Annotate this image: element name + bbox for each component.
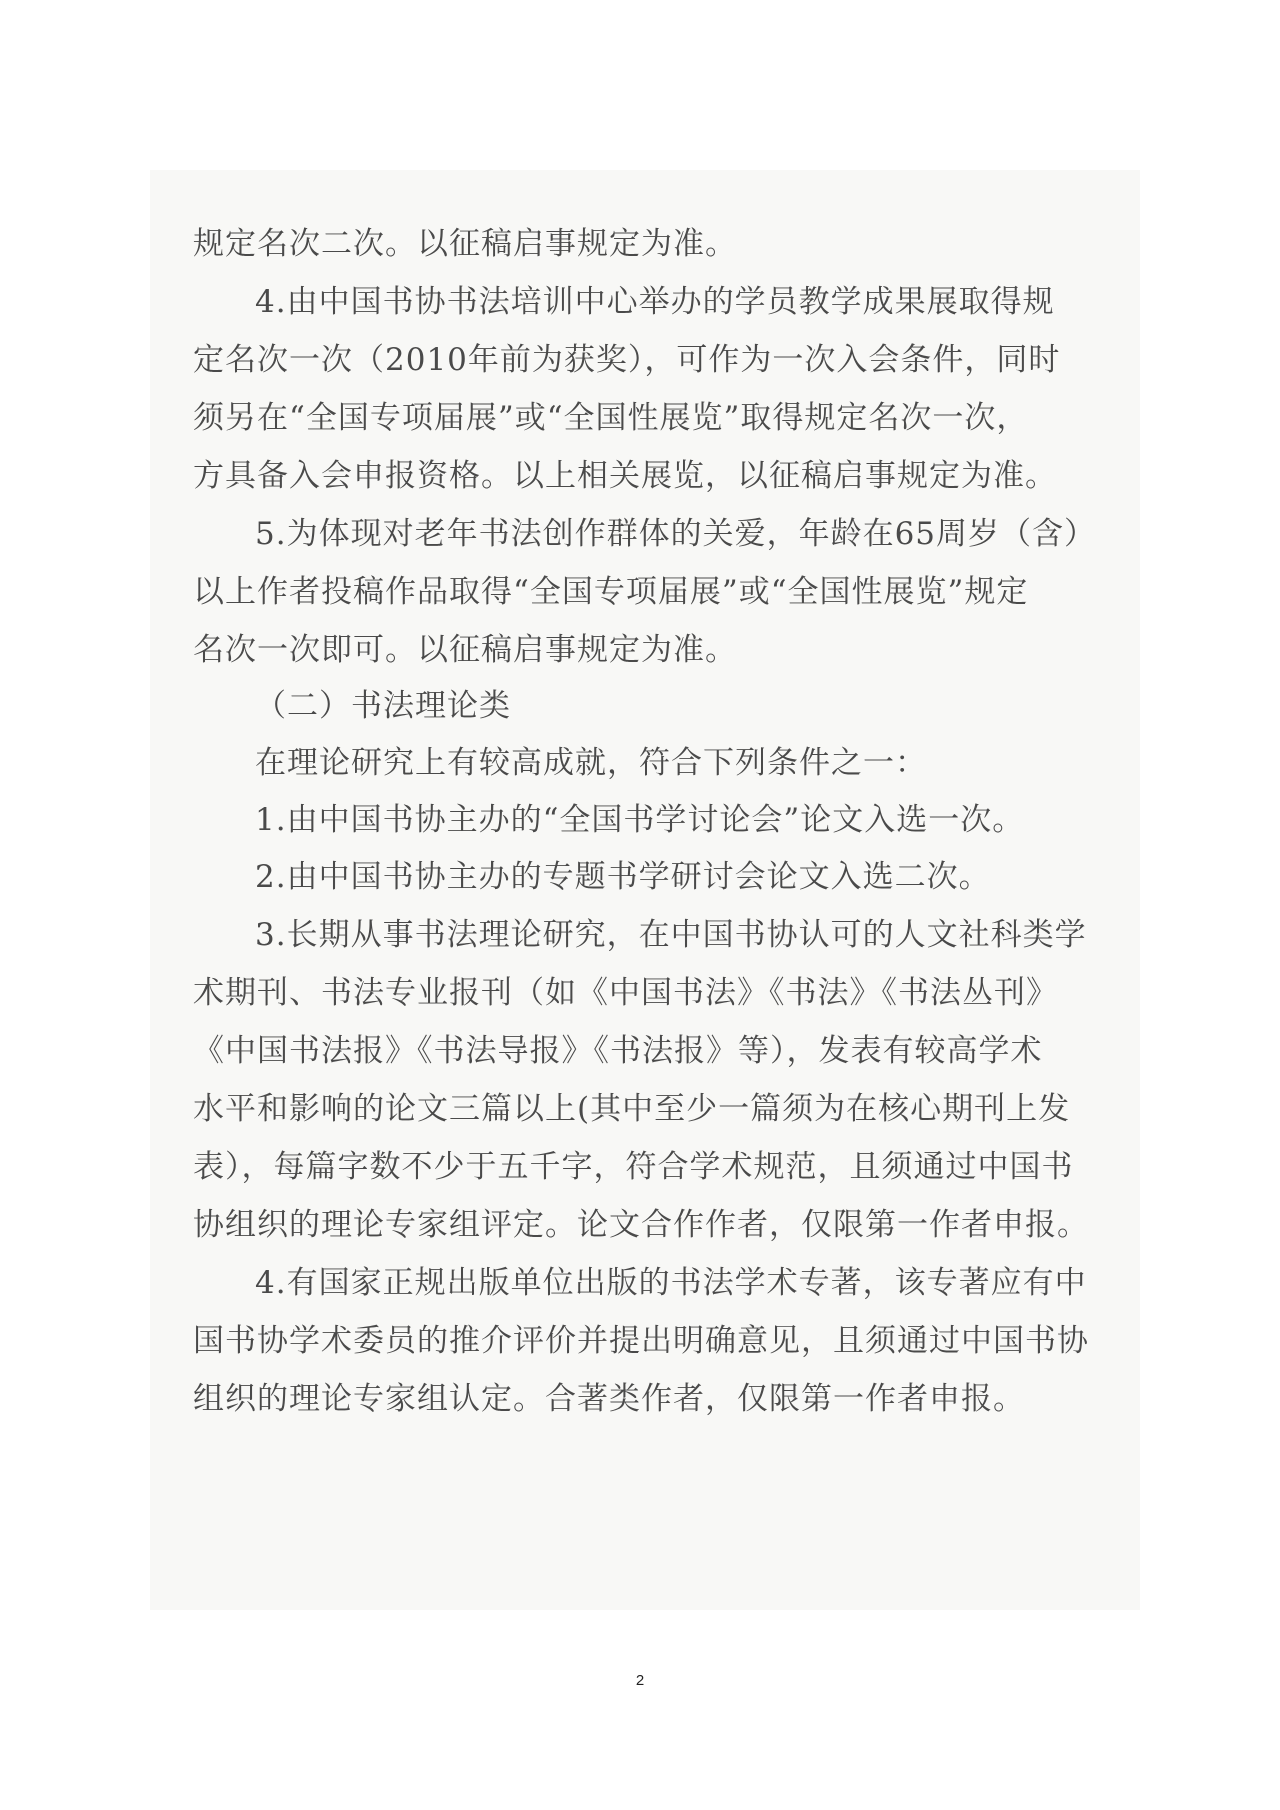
text-line: 《中国书法报》《书法导报》《书法报》等），发表有较高学术 (193, 1033, 1043, 1069)
page-number: 2 (635, 1672, 645, 1689)
text-line: 1.由中国书协主办的“全国书学讨论会”论文入选一次。 (255, 802, 1025, 838)
text-line: 3.长期从事书法理论研究，在中国书协认可的人文社科类学 (255, 917, 1087, 953)
text-line: 术期刊、书法专业报刊（如《中国书法》《书法》《书法丛刊》 (193, 975, 1058, 1011)
text-line: 规定名次二次。以征稿启事规定为准。 (193, 226, 737, 262)
text-line: 表），每篇字数不少于五千字，符合学术规范，且须通过中国书 (193, 1149, 1074, 1185)
text-line: 在理论研究上有较高成就，符合下列条件之一： (255, 745, 927, 781)
text-line: 协组织的理论专家组评定。论文合作作者，仅限第一作者申报。 (193, 1207, 1089, 1243)
text-line: 方具备入会申报资格。以上相关展览，以征稿启事规定为准。 (193, 458, 1057, 494)
text-line: 4.由中国书协书法培训中心举办的学员教学成果展取得规 (255, 284, 1055, 320)
text-line: 须另在“全国专项届展”或“全国性展览”取得规定名次一次， (193, 400, 1029, 436)
text-line: 水平和影响的论文三篇以上(其中至少一篇须为在核心期刊上发 (193, 1091, 1071, 1127)
text-line: 名次一次即可。以征稿启事规定为准。 (193, 632, 737, 668)
text-line: 5.为体现对老年书法创作群体的关爱，年龄在65周岁（含） (255, 516, 1097, 552)
section-heading: （二）书法理论类 (255, 688, 511, 724)
text-line: 4.有国家正规出版单位出版的书法学术专著，该专著应有中 (255, 1265, 1087, 1301)
text-line: 定名次一次（2010年前为获奖），可作为一次入会条件，同时 (193, 342, 1061, 378)
text-line: 国书协学术委员的推介评价并提出明确意见，且须通过中国书协 (193, 1323, 1089, 1359)
text-line: 组织的理论专家组认定。合著类作者，仅限第一作者申报。 (193, 1381, 1025, 1417)
text-line: 2.由中国书协主办的专题书学研讨会论文入选二次。 (255, 859, 991, 895)
text-line: 以上作者投稿作品取得“全国专项届展”或“全国性展览”规定 (193, 574, 1029, 610)
